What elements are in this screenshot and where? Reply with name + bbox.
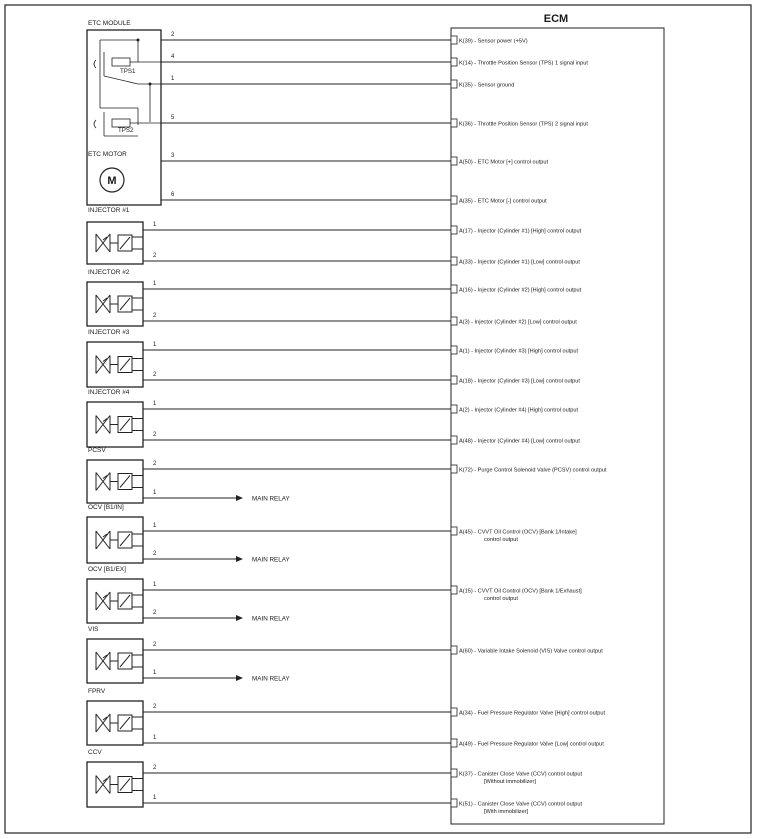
solenoid-valve-icon bbox=[96, 356, 143, 374]
ecm-terminal-label-line2: [With immobilizer] bbox=[484, 809, 529, 815]
ecm-terminal-label: A(16) - Injector (Cylinder #2) [High] control output bbox=[459, 287, 582, 294]
solenoid-valve-icon bbox=[96, 714, 143, 732]
wire-6 bbox=[161, 192, 547, 205]
ecm-terminal-label: A(35) - ETC Motor [-] control output bbox=[459, 198, 547, 205]
arrow-right-icon bbox=[236, 675, 243, 681]
main-relay-label: MAIN RELAY bbox=[252, 556, 290, 564]
component-title: VIS bbox=[88, 626, 99, 633]
wire-14 bbox=[143, 432, 580, 445]
component-5 bbox=[87, 447, 143, 503]
pin-number: 2 bbox=[153, 765, 157, 771]
solenoid-valve-icon bbox=[96, 416, 143, 434]
pin-number: 2 bbox=[153, 372, 157, 378]
wire-8 bbox=[143, 253, 580, 266]
tps-circuit bbox=[94, 40, 161, 136]
tps2-label: TPS2 bbox=[118, 127, 134, 134]
motor-symbol: M bbox=[107, 175, 117, 187]
solenoid-valve-icon bbox=[96, 295, 143, 313]
wire-1 bbox=[161, 32, 528, 45]
component-9 bbox=[87, 688, 143, 745]
solenoid-valve-icon bbox=[96, 234, 143, 252]
wire-3 bbox=[161, 76, 514, 89]
ecm-terminal-icon bbox=[451, 346, 457, 354]
wire-5 bbox=[161, 153, 549, 166]
wire-4 bbox=[161, 115, 588, 128]
wire-15 bbox=[143, 461, 607, 474]
ecm-terminal-icon bbox=[451, 157, 457, 165]
solenoid-valve-icon bbox=[96, 652, 143, 670]
component-title: INJECTOR #3 bbox=[88, 329, 130, 336]
arrow-right-icon bbox=[236, 495, 243, 501]
ecm-terminal-icon bbox=[451, 405, 457, 413]
wire-24 bbox=[143, 735, 604, 748]
wire-19 bbox=[143, 582, 582, 602]
pin-number: 1 bbox=[153, 222, 157, 228]
component-3 bbox=[87, 329, 143, 387]
component-title: INJECTOR #4 bbox=[88, 389, 130, 396]
main-relay-label: MAIN RELAY bbox=[252, 675, 290, 683]
pin-number: 1 bbox=[153, 342, 157, 348]
component-title: PCSV bbox=[88, 447, 106, 454]
component-4 bbox=[87, 389, 143, 447]
ecm-terminal-label: A(17) - Injector (Cylinder #1) [High] control output bbox=[459, 228, 582, 235]
ecm-terminal-icon bbox=[451, 527, 457, 535]
wire-22 bbox=[143, 670, 290, 683]
component-title: INJECTOR #2 bbox=[88, 269, 130, 276]
pin-number: 2 bbox=[153, 551, 157, 557]
ecm-terminal-label: K(14) - Throttle Position Sensor (TPS) 1 signal input bbox=[459, 60, 588, 67]
main-relay-label: MAIN RELAY bbox=[252, 495, 290, 503]
ecm-terminal-label: K(51) - Canister Close Valve (CCV) control output bbox=[459, 801, 583, 808]
ecm-terminal-label: A(3) - Injector (Cylinder #2) [Low] control output bbox=[459, 319, 577, 326]
component-6 bbox=[87, 504, 143, 563]
wire-2 bbox=[161, 54, 588, 67]
component-title: INJECTOR #1 bbox=[88, 207, 130, 214]
pin-number: 2 bbox=[153, 461, 157, 467]
wire-21 bbox=[143, 642, 603, 655]
pin-number: 2 bbox=[153, 432, 157, 438]
etc-module-title: ETC MODULE bbox=[88, 20, 131, 27]
ecm-terminal-icon bbox=[451, 36, 457, 44]
ecm-terminal-label: K(37) - Canister Close Valve (CCV) control output bbox=[459, 771, 583, 778]
solenoid-valve-icon bbox=[96, 473, 143, 491]
ecm-terminal-label: K(36) - Throttle Position Sensor (TPS) 2 signal input bbox=[459, 121, 588, 128]
ecm-terminal-icon bbox=[451, 119, 457, 127]
pin-number: 1 bbox=[171, 76, 175, 82]
wire-12 bbox=[143, 372, 580, 385]
ecm-terminal-label: A(48) - Injector (Cylinder #4) [Low] control output bbox=[459, 438, 580, 445]
ecm-terminal-icon bbox=[451, 257, 457, 265]
ecm-terminal-label: A(49) - Fuel Pressure Regulator Valve [Low] control output bbox=[459, 741, 604, 748]
ecm-terminal-icon bbox=[451, 769, 457, 777]
wire-26 bbox=[143, 795, 582, 815]
pin-number: 1 bbox=[153, 670, 157, 676]
pin-number: 3 bbox=[171, 153, 175, 159]
component-8 bbox=[87, 626, 143, 683]
ecm-terminal-icon bbox=[451, 317, 457, 325]
pin-number: 1 bbox=[153, 523, 157, 529]
component-title: FPRV bbox=[88, 688, 106, 695]
wire-16 bbox=[143, 490, 290, 503]
ecm-terminal-label: K(72) - Purge Control Solenoid Valve (PCSV) control output bbox=[459, 467, 607, 474]
ecm-terminal-icon bbox=[451, 58, 457, 66]
ecm-terminal-icon bbox=[451, 646, 457, 654]
wire-11 bbox=[143, 342, 579, 355]
pin-number: 2 bbox=[153, 253, 157, 259]
arrow-right-icon bbox=[236, 556, 243, 562]
ecm-terminal-label: A(45) - CVVT Oil Control (OCV) [Bank 1/Intake] bbox=[459, 529, 577, 536]
ecm-terminal-label: A(34) - Fuel Pressure Regulator Valve [High] control output bbox=[459, 710, 606, 717]
ecm-terminal-label: K(39) - Sensor power (+5V) bbox=[459, 38, 528, 45]
wire-23 bbox=[143, 704, 605, 717]
wire-13 bbox=[143, 401, 579, 414]
pin-number: 6 bbox=[171, 192, 175, 198]
solenoid-valve-icon bbox=[96, 592, 143, 610]
pin-number: 5 bbox=[171, 115, 175, 121]
pin-number: 1 bbox=[153, 795, 157, 801]
component-title: OCV [B1/IN] bbox=[88, 504, 124, 511]
pin-number: 1 bbox=[153, 582, 157, 588]
ecm-terminal-icon bbox=[451, 376, 457, 384]
solenoid-valve-icon bbox=[96, 776, 143, 794]
component-title: CCV bbox=[88, 749, 102, 756]
tps1-label: TPS1 bbox=[120, 68, 136, 75]
ecm-terminal-label-line2: control output bbox=[484, 596, 518, 602]
etc-motor-title: ETC MOTOR bbox=[88, 151, 127, 158]
pin-number: 2 bbox=[153, 610, 157, 616]
component-title: OCV [B1/EX] bbox=[88, 566, 126, 573]
junction-dot bbox=[137, 39, 140, 42]
ecm-terminal-icon bbox=[451, 739, 457, 747]
ecm-terminal-icon bbox=[451, 436, 457, 444]
wire-20 bbox=[143, 610, 290, 623]
ecm-terminal-icon bbox=[451, 799, 457, 807]
component-10 bbox=[87, 749, 143, 807]
pin-number: 2 bbox=[153, 313, 157, 319]
ecm-terminal-icon bbox=[451, 80, 457, 88]
wire-25 bbox=[143, 765, 582, 785]
ecm-terminal-label-line2: [Without immobilizer] bbox=[484, 779, 536, 785]
ecm-terminal-label: A(2) - Injector (Cylinder #4) [High] control output bbox=[459, 407, 579, 414]
component-2 bbox=[87, 269, 143, 326]
component-1 bbox=[87, 207, 143, 264]
ecm-box bbox=[451, 28, 664, 824]
ecm-terminal-icon bbox=[451, 285, 457, 293]
pin-number: 2 bbox=[171, 32, 175, 38]
ecm-terminal-label: A(18) - Injector (Cylinder #3) [Low] control output bbox=[459, 378, 580, 385]
ecm-terminal-label: A(33) - Injector (Cylinder #1) [Low] control output bbox=[459, 259, 580, 266]
pin-number: 1 bbox=[153, 735, 157, 741]
wire-9 bbox=[143, 281, 582, 294]
ecm-title: ECM bbox=[543, 13, 569, 25]
ecm-terminal-label: A(1) - Injector (Cylinder #3) [High] control output bbox=[459, 348, 579, 355]
ecm-terminal-icon bbox=[451, 465, 457, 473]
pin-number: 1 bbox=[153, 401, 157, 407]
solenoid-valve-icon bbox=[96, 531, 143, 549]
main-relay-label: MAIN RELAY bbox=[252, 615, 290, 623]
ecm-terminal-label: A(15) - CVVT Oil Control (OCV) [Bank 1/Exhaust] bbox=[459, 588, 582, 595]
arrow-right-icon bbox=[236, 615, 243, 621]
component-7 bbox=[87, 566, 143, 623]
pin-number: 1 bbox=[153, 490, 157, 496]
wire-18 bbox=[143, 551, 290, 564]
outer-frame bbox=[5, 5, 751, 833]
ecm-terminal-label: K(35) - Sensor ground bbox=[459, 82, 515, 89]
ecm-terminal-icon bbox=[451, 226, 457, 234]
pin-number: 4 bbox=[171, 54, 175, 60]
wire-10 bbox=[143, 313, 577, 326]
ecm-terminal-label: A(60) - Variable Intake Solenoid (VIS) Valve control output bbox=[459, 648, 603, 655]
ecm-terminal-icon bbox=[451, 708, 457, 716]
wire-7 bbox=[143, 222, 582, 235]
pin-number: 1 bbox=[153, 281, 157, 287]
ecm-terminal-icon bbox=[451, 196, 457, 204]
ecm-terminal-label-line2: control output bbox=[484, 537, 518, 543]
pin-number: 2 bbox=[153, 704, 157, 710]
ecm-terminal-icon bbox=[451, 586, 457, 594]
junction-dot bbox=[149, 83, 152, 86]
pin-number: 2 bbox=[153, 642, 157, 648]
wire-17 bbox=[143, 523, 577, 543]
ecm-terminal-label: A(50) - ETC Motor [+] control output bbox=[459, 159, 549, 166]
